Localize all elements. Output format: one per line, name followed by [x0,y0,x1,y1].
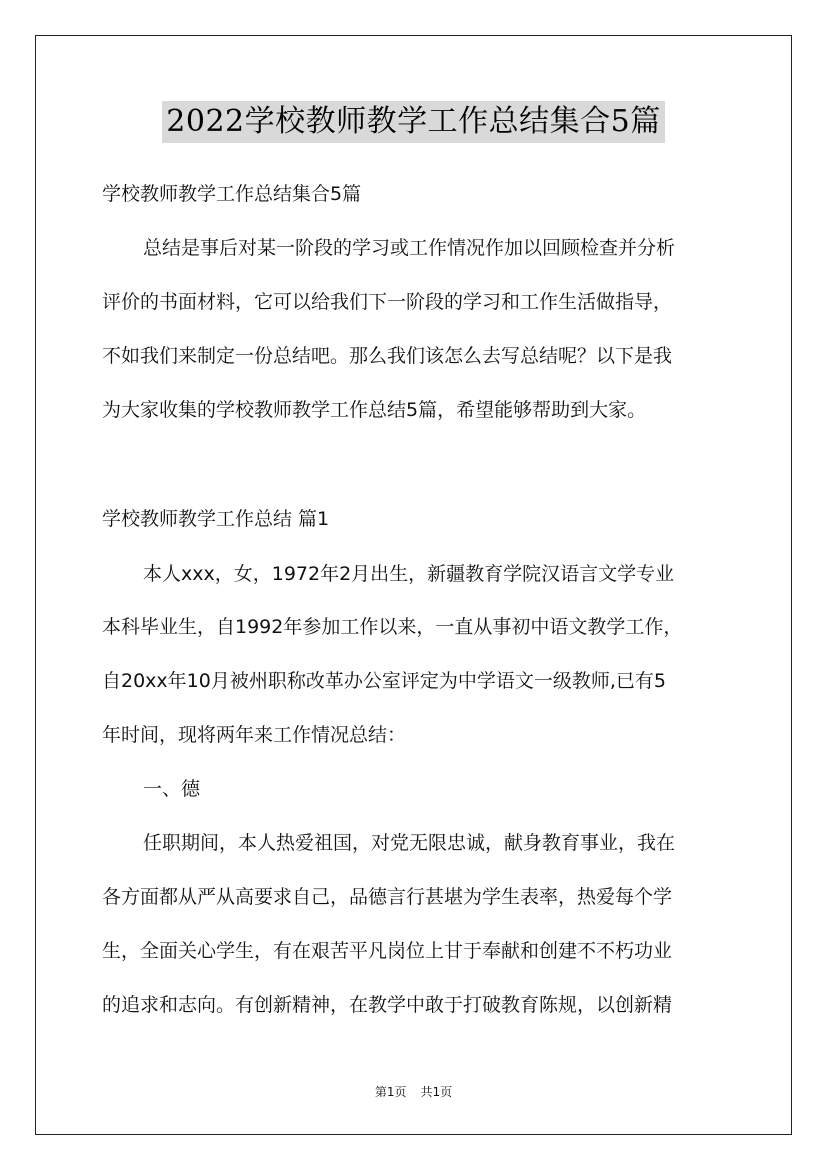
section-para2-line-2: 各方面都从严从高要求自己，品德言行甚堪为学生表率，热爱每个学 [102,886,673,908]
page-footer [0,1083,827,1101]
intro-line-1: 总结是事后对某一阶段的学习或工作情况作加以回顾检查并分析 [143,237,676,259]
page-total: 共1页 [420,1085,453,1099]
document-title: 2022学校教师教学工作总结集合5篇 [162,101,664,143]
intro-line-4: 为大家收集的学校教师教学工作总结5篇，希望能够帮助到大家。 [102,399,647,421]
intro-line-2: 评价的书面材料，它可以给我们下一阶段的学习和工作生活做指导， [102,291,673,313]
section-para2-line-3: 生，全面关心学生，有在艰苦平凡岗位上甘于奉献和创建不不朽功业 [102,940,673,962]
section-para1-line-4: 年时间，现将两年来工作情况总结： [102,724,407,746]
intro-line-3: 不如我们来制定一份总结吧。那么我们该怎么去写总结呢？以下是我 [102,345,673,367]
section-heading: 学校教师教学工作总结 篇1 [102,508,330,530]
subheading-de: 一、德 [143,778,201,800]
section-para1-line-2: 本科毕业生，自1992年参加工作以来，一直从事初中语文教学工作， [102,616,683,638]
section-para2-line-4: 的追求和志向。有创新精神，在教学中敢于打破教育陈规，以创新精 [102,994,673,1016]
section-para1-line-3: 自20xx年10月被州职称改革办公室评定为中学语文一级教师,已有5 [102,670,666,692]
section-para1-line-1: 本人xxx，女，1972年2月出生，新疆教育学院汉语言文学专业 [143,563,675,585]
page-number: 第1页 [374,1085,407,1099]
section-para2-line-1: 任职期间，本人热爱祖国，对党无限忠诚，献身教育事业，我在 [143,832,676,854]
document-subtitle: 学校教师教学工作总结集合5篇 [102,183,362,205]
title-container [0,101,827,143]
